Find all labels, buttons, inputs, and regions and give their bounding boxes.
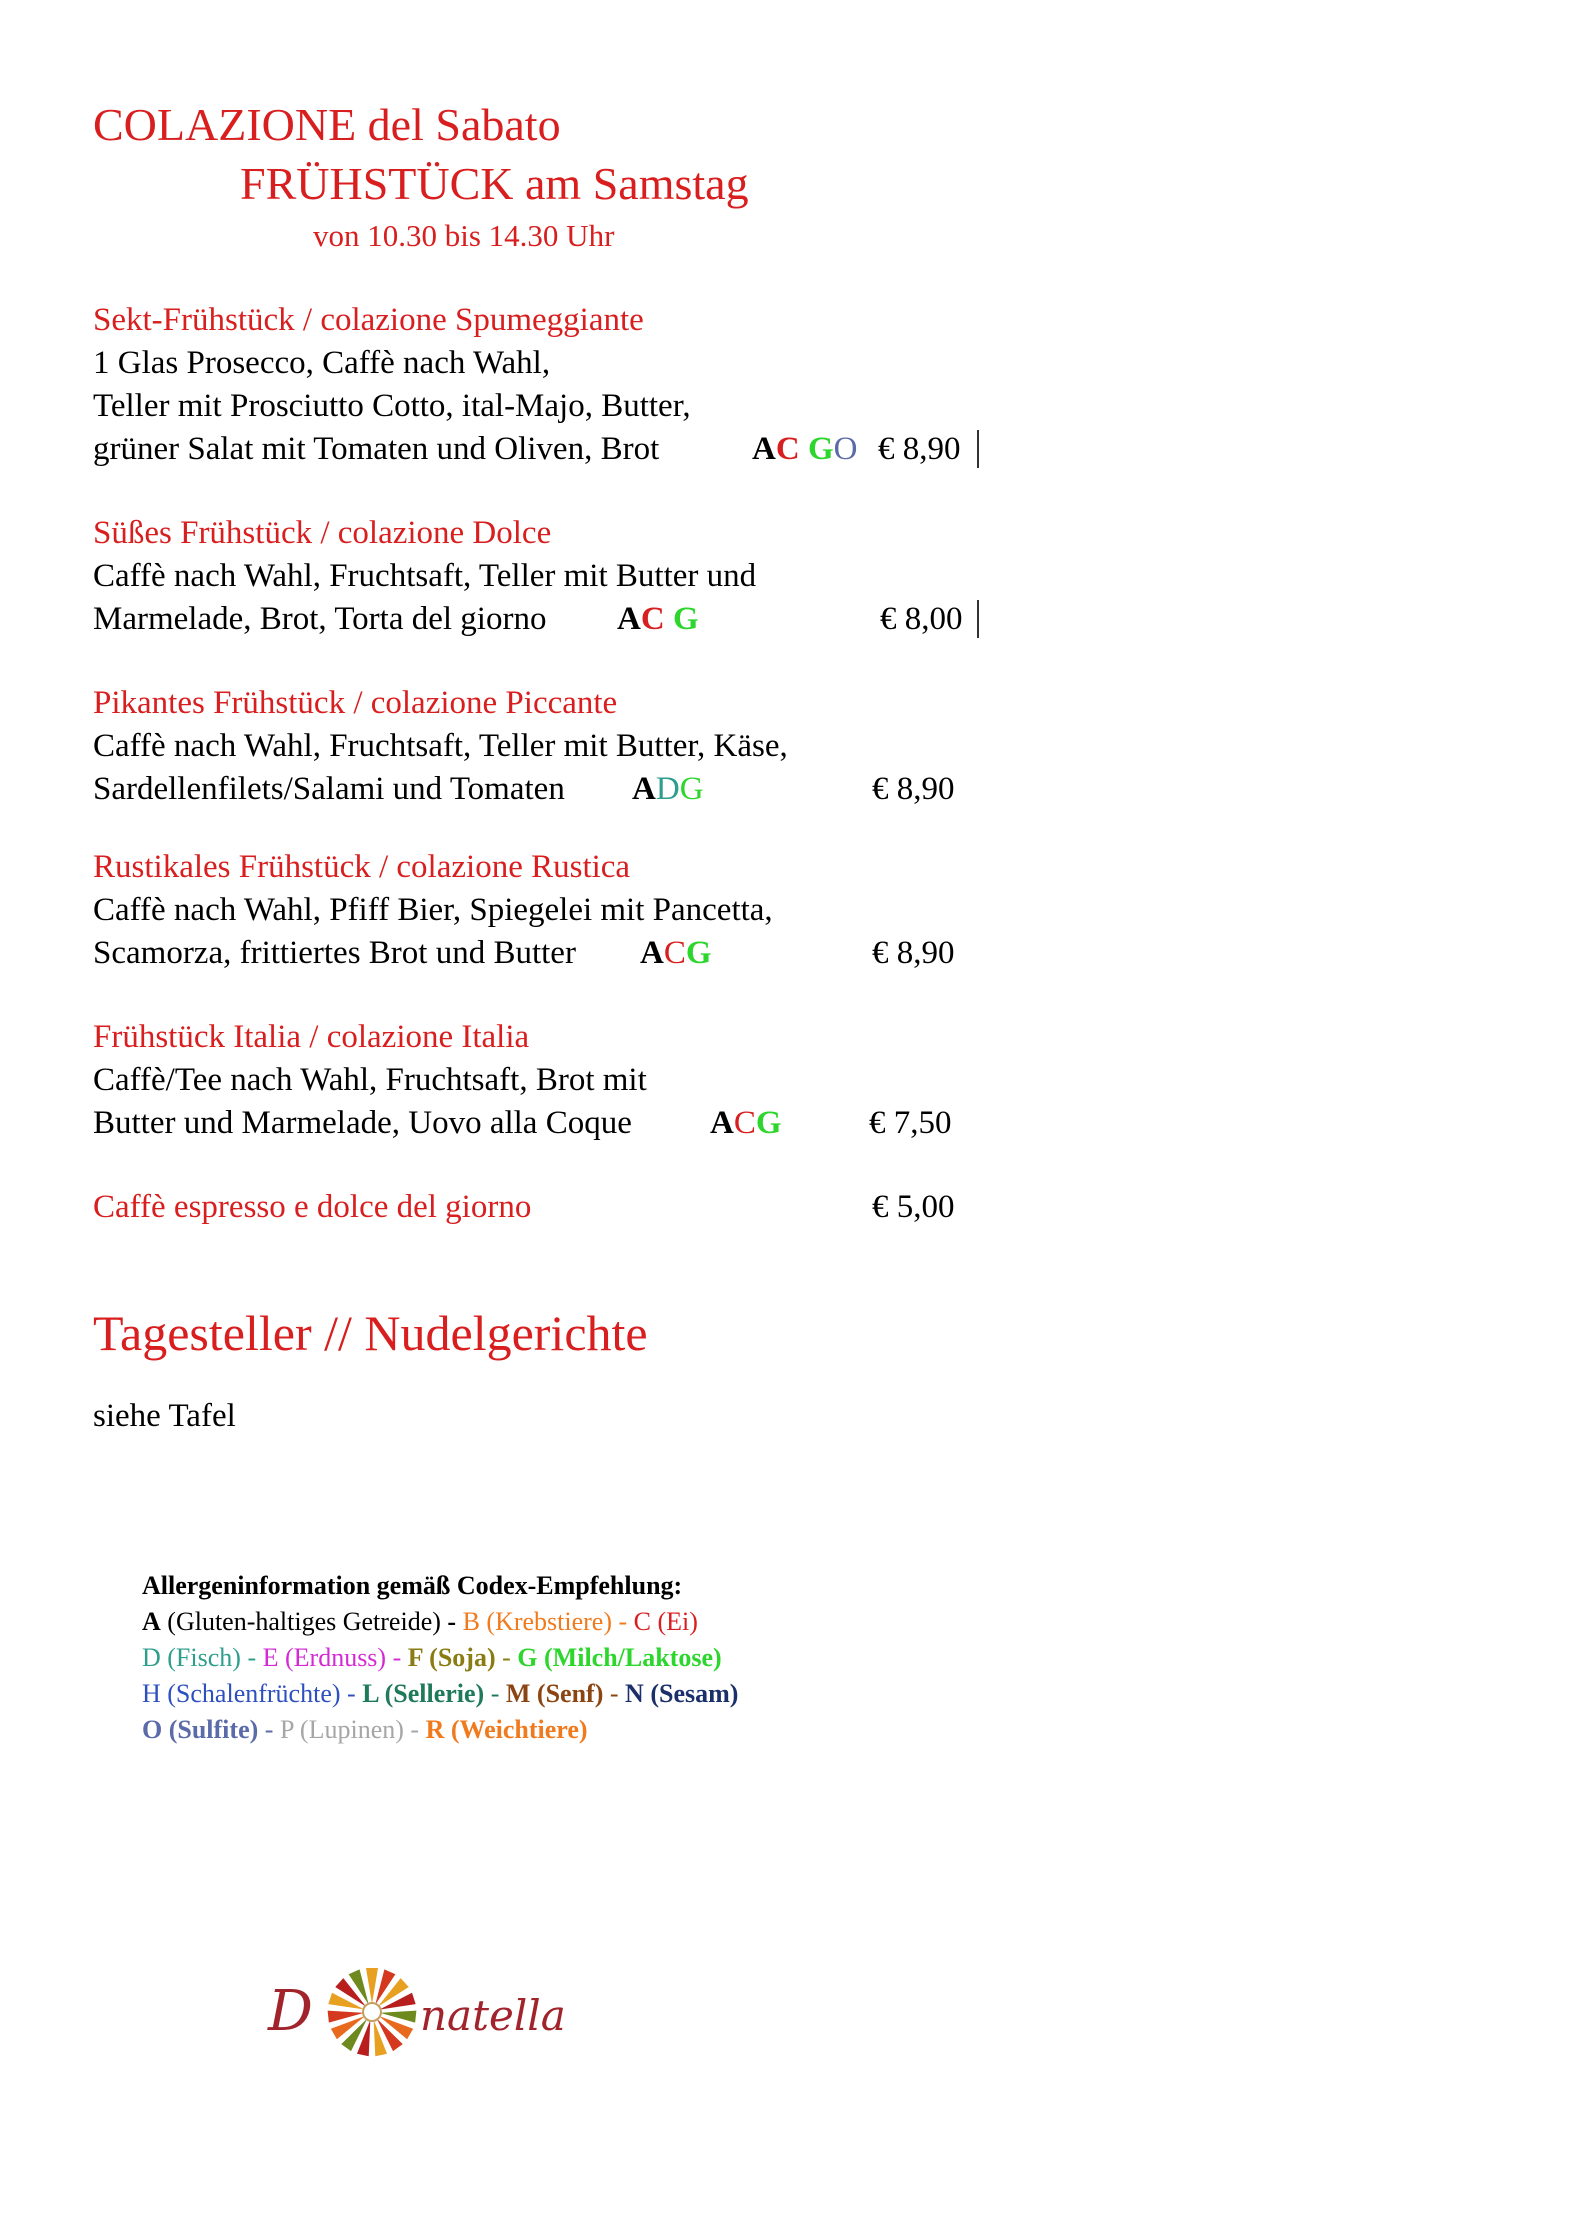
allergen-g: G	[807, 431, 834, 467]
divider	[977, 430, 979, 468]
allergen-entry: R (Weichtiere)	[425, 1715, 588, 1744]
allergen-g: G	[679, 771, 704, 807]
menu-item-title: Sekt-Frühstück / colazione Spumeggiante	[93, 302, 644, 338]
allergen-separator: -	[612, 1607, 634, 1636]
menu-item-line: Teller mit Prosciutto Cotto, ital-Majo, Butter,	[93, 388, 691, 424]
allergen-codes	[640, 935, 712, 972]
allergen-d: D	[655, 771, 680, 807]
sun-icon	[328, 1968, 417, 2056]
allergen-row	[142, 1715, 588, 1745]
allergen-row	[142, 1607, 698, 1637]
allergen-entry: L (Sellerie)	[362, 1679, 485, 1708]
allergen-c: C	[775, 431, 800, 467]
menu-item-line: Caffè/Tee nach Wahl, Fruchtsaft, Brot mit	[93, 1062, 647, 1098]
logo-graphic	[262, 1960, 602, 2070]
donatella-logo	[262, 1960, 602, 2070]
allergen-entry: E (Erdnuss)	[262, 1643, 387, 1672]
allergen-entry: M (Senf)	[505, 1679, 604, 1708]
allergen-c: C	[663, 935, 686, 971]
allergen-g: G	[672, 601, 699, 637]
menu-item-price: € 8,90	[878, 431, 961, 467]
allergen-o: O	[833, 431, 858, 467]
allergen-codes	[632, 771, 704, 808]
menu-item-price: € 8,00	[880, 601, 963, 637]
allergen-a: A	[752, 431, 776, 467]
menu-item-line: Caffè nach Wahl, Pfiff Bier, Spiegelei mit Pancetta,	[93, 892, 773, 928]
allergen-entry: O (Sulfite)	[142, 1715, 259, 1744]
allergen-separator: -	[240, 1643, 263, 1672]
section-note: siehe Tafel	[93, 1398, 236, 1434]
opening-hours: von 10.30 bis 14.30 Uhr	[313, 218, 615, 253]
menu-item-line: Scamorza, frittiertes Brot und Butter	[93, 935, 576, 971]
page-title-italian: COLAZIONE del Sabato	[93, 99, 561, 150]
allergen-entry: A	[142, 1607, 161, 1636]
menu-item-line: Butter und Marmelade, Uovo alla Coque	[93, 1105, 632, 1141]
allergen-separator: -	[386, 1643, 408, 1672]
allergen-c: C	[640, 601, 665, 637]
logo-letter-d: D	[268, 1979, 313, 2044]
section-title: Tagesteller // Nudelgerichte	[93, 1305, 648, 1361]
allergen-a: A	[710, 1105, 734, 1141]
menu-item-price: € 5,00	[872, 1189, 955, 1225]
allergen-c: C	[733, 1105, 756, 1141]
allergen-codes	[710, 1105, 782, 1142]
allergen-separator: -	[447, 1607, 463, 1636]
allergen-a: A	[640, 935, 664, 971]
allergen-separator: -	[258, 1715, 280, 1744]
menu-item-title: Süßes Frühstück / colazione Dolce	[93, 515, 552, 551]
menu-item-price: € 7,50	[869, 1105, 952, 1141]
allergen-entry: C (Ei)	[633, 1607, 698, 1636]
allergen-row	[142, 1679, 738, 1709]
menu-item-title: Caffè espresso e dolce del giorno	[93, 1189, 532, 1225]
allergen-entry: B (Krebstiere)	[462, 1607, 612, 1636]
allergen-separator: -	[340, 1679, 363, 1708]
allergen-entry: N (Sesam)	[625, 1679, 739, 1708]
allergen-row	[142, 1643, 722, 1673]
menu-item-price: € 8,90	[872, 771, 955, 807]
allergen-a: A	[632, 771, 656, 807]
menu-item-title: Rustikales Frühstück / colazione Rustica	[93, 849, 631, 885]
menu-item-title: Frühstück Italia / colazione Italia	[93, 1019, 530, 1055]
allergen-a: A	[617, 601, 641, 637]
page-title-german: FRÜHSTÜCK am Samstag	[240, 158, 749, 209]
allergen-entry: P (Lupinen)	[279, 1715, 404, 1744]
allergen-separator: -	[603, 1679, 626, 1708]
allergen-codes	[752, 431, 857, 468]
menu-item-title: Pikantes Frühstück / colazione Piccante	[93, 685, 618, 721]
allergen-entry: D (Fisch)	[142, 1643, 241, 1672]
menu-item-line: grüner Salat mit Tomaten und Oliven, Brot	[93, 431, 660, 467]
allergen-entry: H (Schalenfrüchte)	[142, 1679, 341, 1708]
allergen-entry: F (Soja)	[407, 1643, 496, 1672]
allergen-separator: -	[403, 1715, 426, 1744]
divider	[977, 600, 979, 638]
menu-item-line: Marmelade, Brot, Torta del giorno	[93, 601, 547, 637]
menu-item-line: Caffè nach Wahl, Fruchtsaft, Teller mit Butter, Käse,	[93, 728, 788, 764]
allergen-entry: G (Milch/Laktose)	[517, 1643, 722, 1672]
menu-item-price: € 8,90	[872, 935, 955, 971]
allergen-separator: -	[495, 1643, 518, 1672]
menu-item-line: 1 Glas Prosecco, Caffè nach Wahl,	[93, 345, 551, 381]
logo-wordmark: natella	[420, 1991, 566, 2040]
allergen-codes	[617, 601, 699, 638]
allergen-separator: -	[484, 1679, 506, 1708]
allergen-g: G	[685, 935, 712, 971]
allergen-heading: Allergeninformation gemäß Codex-Empfehlung:	[142, 1571, 683, 1600]
menu-item-line: Sardellenfilets/Salami und Tomaten	[93, 771, 565, 807]
allergen-g: G	[755, 1105, 782, 1141]
allergen-entry: (Gluten-haltiges Getreide)	[160, 1607, 448, 1636]
menu-item-line: Caffè nach Wahl, Fruchtsaft, Teller mit Butter und	[93, 558, 757, 594]
